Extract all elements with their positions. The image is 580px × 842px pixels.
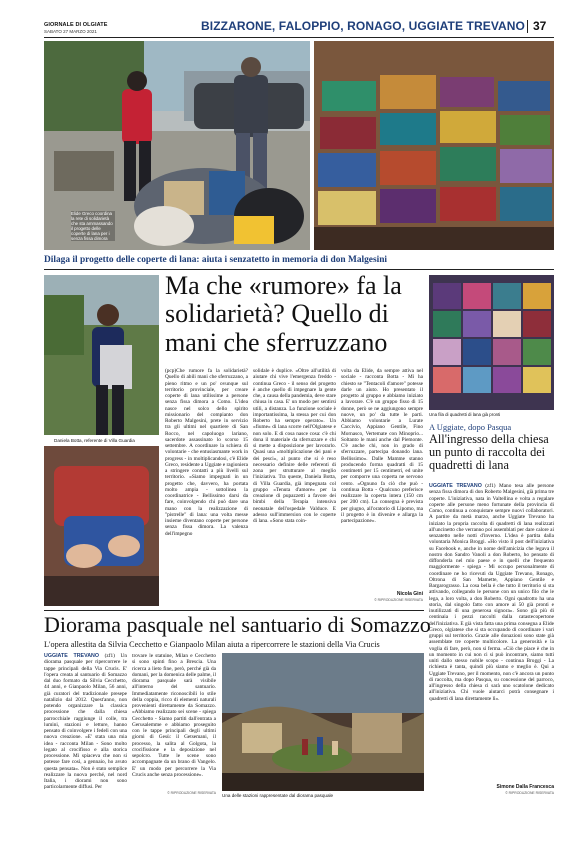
- article2-top-rule: [44, 610, 424, 611]
- masthead-divider: [527, 20, 528, 33]
- sidebar-tag: (zf1): [485, 483, 496, 489]
- paper-name: GIORNALE DI OLGIATE: [44, 22, 108, 28]
- section-title: BIZZARONE, FALOPPIO, RONAGO, UGGIATE TREVANO: [201, 19, 525, 33]
- sidebar-byline: Simone Dalla Francesca: [496, 784, 554, 790]
- kicker-rule: [44, 269, 554, 270]
- sidebar-kicker: A Uggiate, dopo Pasqua: [429, 422, 512, 432]
- article2-copyright: © RIPRODUZIONE RISERVATA: [167, 791, 216, 795]
- kicker: Dilaga il progetto delle coperte di lana: aiuta i senzatetto in memoria di don Malgesini: [44, 255, 388, 265]
- article2-tag: (zf1): [104, 653, 115, 659]
- headline2: Diorama pasquale nel santuario di Somazzo: [44, 612, 431, 637]
- article1-col3: volta da Elide, da sempre attiva nel sociale - racconta Botta - Mi ha chiesto se "Tentacoli d'amore" potesse darle un aiuto. Ho presentato il progetto al gruppo e abbiamo iniziato a lavorare. C'è un gruppo fisso di 15 donne, però se ne aggiungono sempre nuove, un po' da tutte le parti. Abbiamo volontarie a Lurate Caccivio, Appiano Gentile, Fino Mornasco, Vertemate con Minoprio... Soltanto le mani anche dal Piemonte. C'è anche chi, non in grado di sferruzzare, partecipa donando lana. Bellissimo». Dalle Mamme stanno producendo forma quadratti di 15 centimetri per 15 centimetri, ed unite per comporre una coperta ne servono cento. «Ognuno fa ciò che può - continua Botta - Qualcuno preferisce realizzare la coperta intera (150 cm per 200 cm). La consegna è prevista per giugno, all'oratorio di Lipomo, ma il progetto è in divenire e allarga la partecipazione».: [341, 368, 423, 524]
- masthead-rule: [44, 37, 554, 38]
- caption-squares: Una fila di quadretti di lana già pronti: [429, 412, 501, 417]
- article1-byline: Nicola Gini: [396, 591, 423, 597]
- subhead2: L'opera allestita da Silvia Cecchetto e Gianpaolo Milan aiuta a ripercorrere le stazioni della Via Crucis: [44, 640, 380, 649]
- page-number: 37: [533, 19, 547, 33]
- article2-col1: [44, 653, 127, 796]
- article1-col2: solidale è duplice. «Oltre all'utilità di aiutare chi vive l'emergenza freddo - continua Greco - il senso del progetto è anche quello di impegnare la gente che, a causa della pandemia, deve stare chiusa in casa. E' un modo per sentirsi utili, a distanza. Lo funzione sociale è importantissima, la stessa per cui don Roberto ha sempre operato». Un «fiume» di lana scorre nell'Olgiatese e non solo. E di cosa nasce cosa: c'è chi dona il materiale da sferruzzare e chi si mette a disposizione per lavorarlo. Quasi una «moltiplicazione dei pani e dei pesci», al punto che si è reso necessario definire delle referenti di zona per strutturare al meglio l'iniziativa. Tra queste, Daniela Botta, di Villa Guardia, già impegnata col gruppo «Tenuta d'amore» per la creazione di pupazzetti a favore dei bimbi della Terapia intensiva neonatale dell'ospedale Valduce. E adesso sull'immersion con le coperte di lana. «Sono stata coin-: [253, 368, 336, 524]
- caption-daniela: Daniela Botta, referente di Villa Guardia: [54, 438, 135, 443]
- article2-col1-text: Un diorama pasquale per ripercorrere le tappe principali della Via Crucis. E' l'opera creata al santuario di Somazzo dal duo formato da Silvia Cecchetto, 44 anni, e Gianpaolo Milan, 56 anni, già curatori del tradizionale presepe natalizio dal 2012. Quest'anno, non potendo organizzare la classica processione che dalla chiesa parrocchiale raggiunge il colle, tra lumini, stazioni e letture, hanno pensato di coinvolgere i fedeli con una nuova creazione. «E' stata una mia idea - racconta Milan - Sono molto legato al crocifisso e alla storica processione. Mi spiaceva che non si potesse fare così, a gennaio, ho avuto questa pensata». Non è stato semplice realizzare la nuova perché, nel nord Italia, i diorami non sono particolarmente diffusi. Per: [44, 653, 127, 791]
- headline: Ma che «rumore» fa la solidarietà? Quello di mani che sferruzzano: [165, 271, 402, 357]
- caption-diorama: Una delle stazioni rappresentate dal diorama pasquale: [222, 793, 334, 798]
- article1-copyright: © RIPRODUZIONE RISERVATA: [374, 598, 423, 602]
- photo-daniela-botta: [44, 275, 159, 435]
- photo-diorama: [222, 653, 424, 791]
- sidebar-text: Mano tesa alle persone senza fissa dimora di don Roberto Malgesini, già prima tre coperte. L'iniziativa, nata in Valtellina e volta a regalare coperte alle persone meno fortunate della provincia di Como, continua a conquistare sempre nuovi collaboratori. A partire da metà marzo, anche Uggiate Trevano ha iniziato la propria raccolta di quadretti di lana realizzati all'uncinetto che verranno poi assemblati per dare calore ai senzatetto nelle notti d'inverno. L'idea è partita dalla volontaria Monica Broggi. «Ho visto il post dell'iniziativa su Facebook e, anche in nome dell'amicizia che legava il nostro don Sandro Vanoli a don Roberto, ho pensato di diffonderla nel mio paese e in quelli che frequento maggiormente - spiega - Mi occupo personalmente di coordinare ne ho ricevuti da Uggiate Trevano, Ronago, Oltrona di San Mamette, Appiano Gentile e Bargarograsso. La cosa bella è che tutto il territorio si sta attivando, collegando le persone con un unico filo che le lega, a loro volta, a don Roberto. Ogni quadrotto ha una storia, dal singolo fatto con amore ai 50 già pronti e inutilizzati di una generosa signora». Sono già più di centinaia i pezzi raccolti dalla catastecopertone dell'iniziativa. E già vista fatta una prima consegna a Elide Greco, olgiatese che si sta occupando di coordinare i vari gruppi sul territorio. Grazie alle donazioni sono state già assemblate tre coperte multicolore. La generosità e la voglia di fare, però, non si ferma. «Ciò che piace è che in un momento in cui non ci si può incontrare, siamo tutti uniti dallo stesso nobile scopo - continua Broggi - La richiesta è tanta, quindi più siamo e meglio è. Qui a Uggiate Trevano, per il momento, non c'è ancora un punto di raccolta, ma dopo Pasqua, su concessione del parroco, all'ingresso della chiesa ci sarà uno scatolone dedicato all'iniziativa. Chi vuole aiutarci potrà consegnare i quadretti di lana direttamente lì».: [429, 483, 554, 702]
- photo-knitted-squares: [314, 41, 554, 250]
- sidebar-headline: All'ingresso della chiesa un punto di raccolta dei quadretti di lana: [429, 432, 549, 472]
- sidebar-body: [429, 483, 554, 783]
- article2-col2: trovare le statuine, Milan e Cecchetto si sono spinti fino a Brescia. Una ricerca a lieto fine, però, perché già da domani, per la domenica delle palme, il diorama pasquale sarà visibile all'interno del santuario. Immediatamente riconoscibili lo stile della coppia, ricco di elementi naturali provenienti direttamente da Somazzo. «Abbiamo realizzato sei scene - spiega Cecchetto - Siamo partiti dall'entrata a Gerusalemme e abbiamo proseguito con le tappe principali degli ultimi giorni di Gesù: il Getsemani, il processo, la salita al Golgota, la crocifissione e la deposizione nel sepolcro. Tutte le scene sono accompagnate da un brano di Vangelo. E' un modo per percorrere la Via Crucis anche senza processione».: [132, 653, 216, 778]
- issue-date: SABATO 27 MARZO 2021: [44, 29, 97, 34]
- photo-knitting-hands: [44, 446, 159, 606]
- sidebar-lead: UGGIATE TREVANO: [429, 483, 482, 489]
- article1-col1: (pcp)Che rumore fa la solidarietà? Quello di abili mani che sferruzzano, a pieno ritmo e un po' ovunque sul territorio provinciale, per creare coperte di lana utilissime a persone senza fissa dimora a Como. L'idea nasce nel solco dello spirito missionario del compianto don Roberto Malgesini, prete in servizio tra gli ultimi nel quartiere di San Rocco, nel capoluogo lariano, sacerdote assassinato lo scorso 15 settembre. A coordinare la schiera di volontarie - che entusiasmante work in progress - in moltiplicandosi, c'è Elide Greco, residente a Uggiate e ragioniera a stringere contatti a più livelli sul territorio. «Siamo impegnati in un progetto che, davvero, ha portata molto ampia - sottolinea la coordinatrice - Bellissimo darsi da fare, coinvolgendo chi può dare una mano con la realizzazione di "pistrelle" di lana: una volta messe insieme diventano coperte per persone senza fissa dimora. La valenza dell'impegno: [165, 368, 248, 537]
- photo-caption-top: Elide Greco coordina la rete di solidarietà che sta ammassando il progetto delle coperte di lana per i senza fissa dimora: [71, 211, 115, 241]
- photo-wool-squares-row: [429, 275, 554, 410]
- sidebar-copyright: © RIPRODUZIONE RISERVATA: [505, 791, 554, 795]
- article2-lead: UGGIATE TREVANO: [44, 653, 99, 659]
